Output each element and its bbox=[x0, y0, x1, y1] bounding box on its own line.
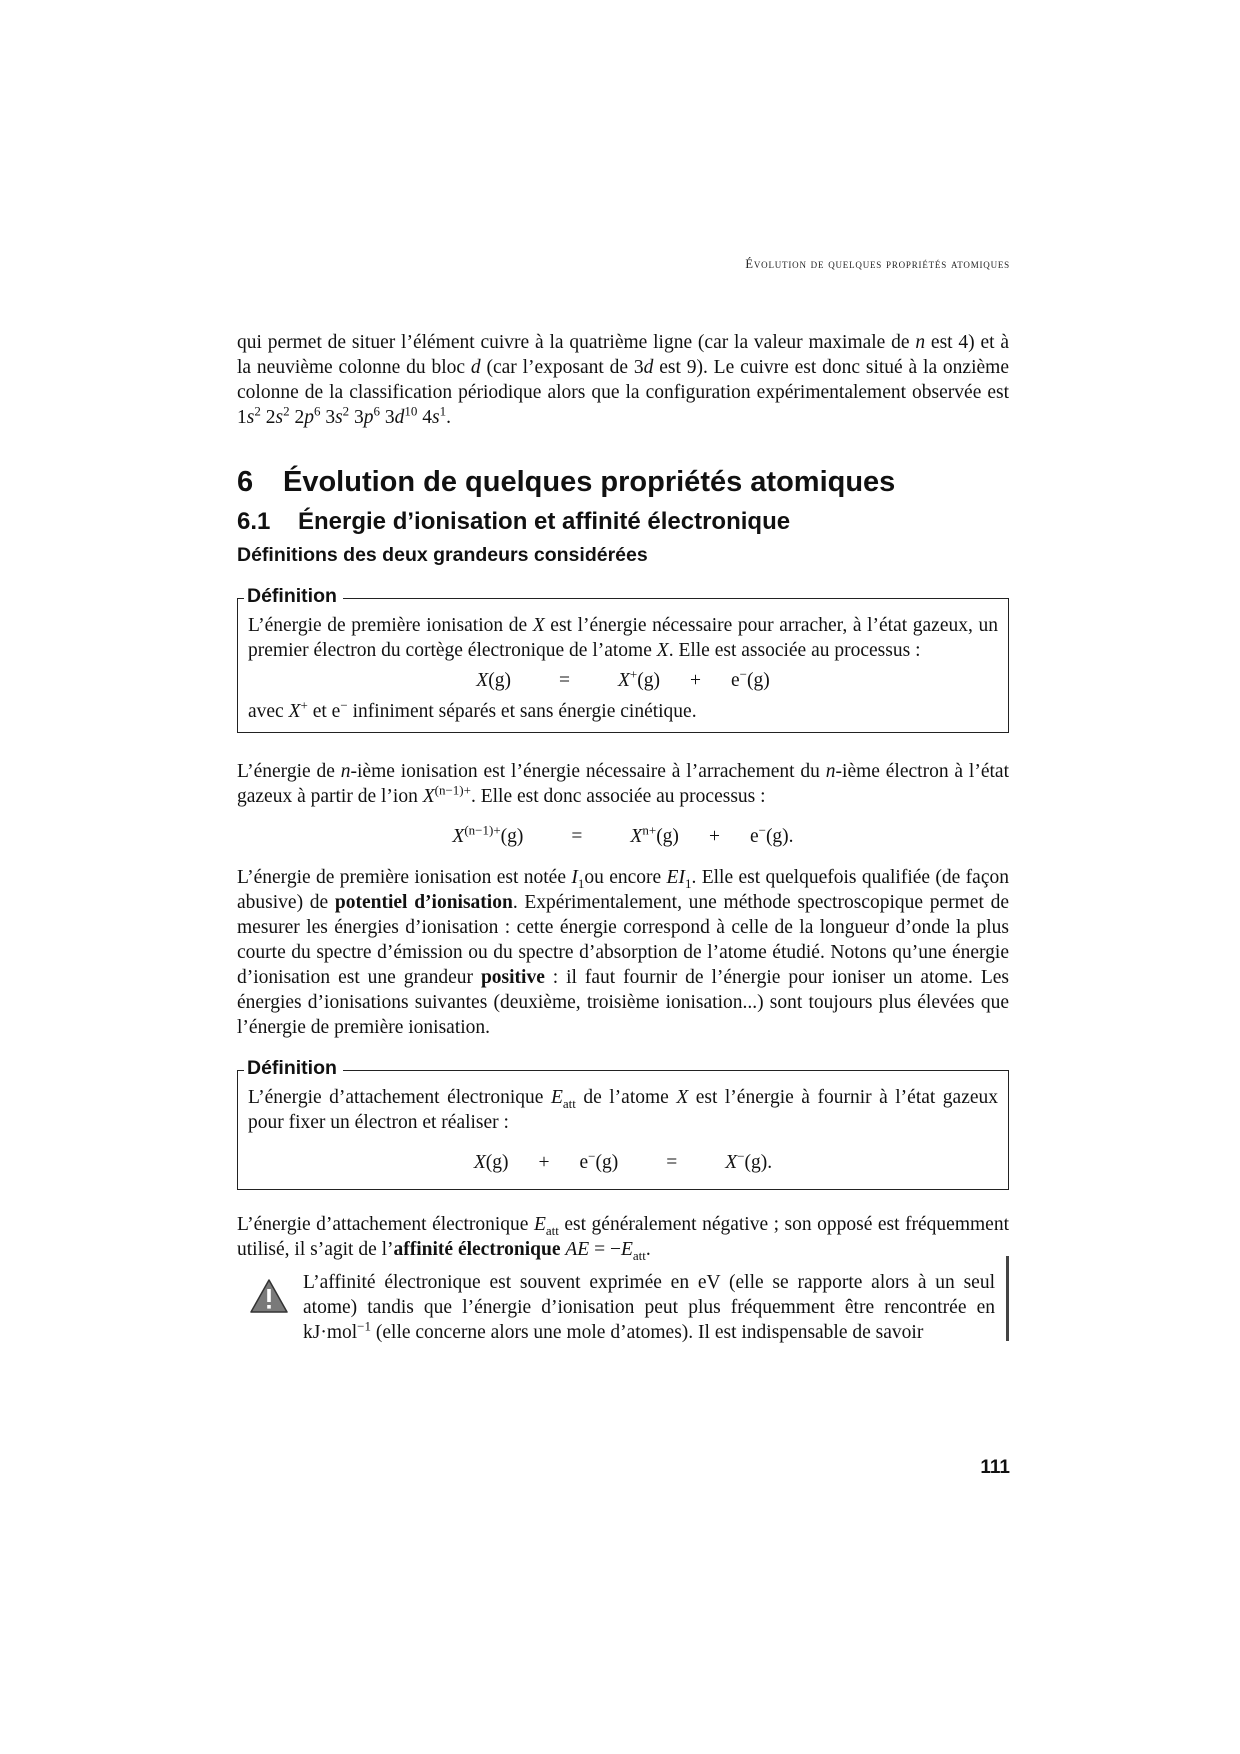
equation-attachment: X(g) + e−(g) = X−(g). bbox=[473, 1148, 773, 1173]
warning-note bbox=[237, 1270, 1009, 1345]
definition-text: L’énergie d’attachement électronique $E_{att}$ de l’atome X est l’énergie à fournir à l’état gazeux pour fixer un électron et réaliser : bbox=[248, 1087, 999, 1133]
subsection-heading bbox=[237, 507, 1009, 537]
subsection-title: Énergie d’ionisation et affinité électronique bbox=[298, 508, 791, 535]
section-heading bbox=[237, 464, 1009, 500]
subsection-number: 6.1 bbox=[237, 508, 271, 535]
definition-label: Définition bbox=[244, 583, 343, 609]
definition-label: Définition bbox=[244, 1055, 343, 1081]
intro-paragraph: qui permet de situer l’élément cuivre à la quatrième ligne (car la valeur maximale de n est 4) et à la neuvième colonne du bloc d (car l’exposant de 3d est 9). Le cuivre est donc situé à la onzième colonne de la classification périodique alors que la configuration expérimentalement observée est $1s^2$ $2s^2$ $2p^6$ $3s^2$ $3p^6$ $3d^{10}$ $4s^1$. bbox=[237, 332, 1010, 428]
first-ionisation-paragraph: L’énergie de première ionisation est notée $I_1ou$ encore $EI_1$. Elle est quelquefois qualifiée (de façon abusive) de potentiel d’ionisation. Expérimentalement, une méthode spectroscopique permet de mesurer les énergies d’ionisation : cette énergie correspond à celle de la longueur d’onde la plus courte du spectre d’émission ou du spectre d’absorption de l’atome étudié. Notons qu’une énergie d’ionisation est une grandeur positive : il faut fournir de l’énergie pour ioniser un atome. Les énergies d’ionisations suivantes (deuxième, troisième ionisation...) sont toujours plus élevées que l’énergie de première ionisation. bbox=[237, 867, 1010, 1038]
running-head: Évolution de quelques propriétés atomiques bbox=[745, 257, 1010, 271]
equation-nth-ionisation: $X^{(n-1)+}(g)$ = $X^{n+}(g)$ + e−(g). bbox=[452, 822, 794, 847]
equation-first-ionisation: X(g) = X+(g) + e−(g) bbox=[476, 666, 770, 691]
definition-box-ionisation bbox=[237, 585, 1009, 733]
definition-after-text: avec X+ et e− infiniment séparés et sans énergie cinétique. bbox=[248, 697, 697, 722]
warning-text: L’affinité électronique est souvent exprimée en eV (elle se rapporte alors à un seul atome) tandis que l’énergie d’ionisation peut plus fréquemment être rencontrée en kJ·mol$^{-1}$ (elle concerne alors une mole d’atomes). Il est indispensable de savoir bbox=[303, 1272, 995, 1343]
warning-margin-bar bbox=[1006, 1256, 1009, 1341]
page-number: 111 bbox=[980, 1457, 1010, 1478]
subsubsection-heading: Définitions des deux grandeurs considérées bbox=[237, 544, 648, 566]
section-number: 6 bbox=[237, 466, 254, 498]
definition-text: L’énergie de première ionisation de X est l’énergie nécessaire pour arracher, à l’état gazeux, un premier électron du cortège électronique de l’atome X. Elle est associée au processus : bbox=[248, 615, 998, 661]
attachment-paragraph: L’énergie d’attachement électronique $E_{att}$ est généralement négative ; son opposé est fréquemment utilisé, il s’agit de l’affinité électronique AE = $-E_{att}$. bbox=[237, 1214, 1009, 1263]
page-content bbox=[237, 330, 1009, 1345]
nth-ionisation-paragraph: L’énergie de n-ième ionisation est l’énergie nécessaire à l’arrachement du n-ième électron à l’état gazeux à partir de l’ion $X^{(n-1)+}$. Elle est donc associée au processus : bbox=[237, 761, 1009, 807]
section-title: Évolution de quelques propriétés atomiques bbox=[283, 466, 896, 498]
definition-box-attachment bbox=[237, 1057, 1009, 1190]
warning-icon bbox=[249, 1278, 289, 1314]
